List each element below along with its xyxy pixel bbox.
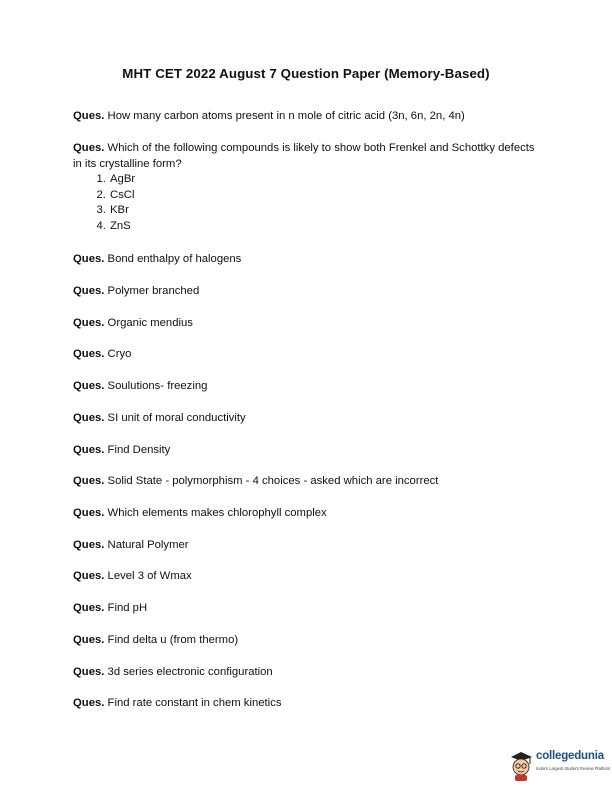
question-14 — [73, 600, 543, 616]
page-title: MHT CET 2022 August 7 Question Paper (Memory-Based) — [122, 66, 490, 81]
question-1 — [73, 108, 543, 124]
question-5 — [73, 315, 543, 331]
question-prefix: Ques. — [73, 380, 105, 392]
question-prefix: Ques. — [73, 570, 105, 582]
brand-logo — [508, 748, 611, 782]
question-text: Organic mendius — [107, 317, 193, 329]
option-item: 4. ZnS — [109, 219, 543, 235]
option-item: 2. CsCl — [109, 188, 543, 204]
question-text: Find Density — [107, 444, 171, 456]
option-item: 1. AgBr — [109, 172, 543, 188]
question-text: Polymer branched — [107, 285, 200, 297]
question-3 — [73, 251, 543, 267]
question-text: How many carbon atoms present in n mole of citric acid (3n, 6n, 2n, 4n) — [107, 110, 465, 122]
question-text: Find rate constant in chem kinetics — [107, 697, 282, 709]
question-11 — [73, 505, 543, 521]
graduate-mascot-icon — [508, 748, 536, 782]
question-text: Natural Polymer — [107, 539, 189, 551]
question-text: Find delta u (from thermo) — [107, 634, 239, 646]
question-4 — [73, 283, 543, 299]
question-8 — [73, 410, 543, 426]
question-text: Level 3 of Wmax — [107, 570, 192, 582]
question-10 — [73, 473, 543, 489]
question-text: Solid State - polymorphism - 4 choices - asked which are incorrect — [107, 475, 439, 487]
question-text: Cryo — [107, 348, 132, 360]
question-text: Which of the following compounds is likely to show both Frenkel and Schottky defects in its crystalline form? — [73, 142, 535, 170]
question-6 — [73, 346, 543, 362]
question-text: Bond enthalpy of halogens — [107, 253, 242, 265]
brand-tagline: India's Largest Student Review Platform — [536, 766, 611, 771]
question-prefix: Ques. — [73, 602, 105, 614]
question-prefix: Ques. — [73, 317, 105, 329]
question-prefix: Ques. — [73, 666, 105, 678]
options-list — [73, 172, 543, 234]
question-16 — [73, 664, 543, 680]
question-prefix: Ques. — [73, 142, 105, 154]
question-text: Soulutions- freezing — [107, 380, 208, 392]
question-text: Which elements makes chlorophyll complex — [107, 507, 327, 519]
question-prefix: Ques. — [73, 253, 105, 265]
question-prefix: Ques. — [73, 507, 105, 519]
question-prefix: Ques. — [73, 110, 105, 122]
question-prefix: Ques. — [73, 285, 105, 297]
question-12 — [73, 537, 543, 553]
question-7 — [73, 378, 543, 394]
brand-name: collegedunia — [536, 750, 604, 762]
option-item: 3. KBr — [109, 203, 543, 219]
question-prefix: Ques. — [73, 539, 105, 551]
question-text: SI unit of moral conductivity — [107, 412, 246, 424]
question-prefix: Ques. — [73, 634, 105, 646]
question-17 — [73, 695, 543, 711]
question-text: 3d series electronic configuration — [107, 666, 273, 678]
question-13 — [73, 568, 543, 584]
question-prefix: Ques. — [73, 412, 105, 424]
question-prefix: Ques. — [73, 697, 105, 709]
question-prefix: Ques. — [73, 475, 105, 487]
question-9 — [73, 442, 543, 458]
question-15 — [73, 632, 543, 648]
question-prefix: Ques. — [73, 348, 105, 360]
question-2 — [73, 140, 543, 234]
question-prefix: Ques. — [73, 444, 105, 456]
question-text: Find pH — [107, 602, 148, 614]
